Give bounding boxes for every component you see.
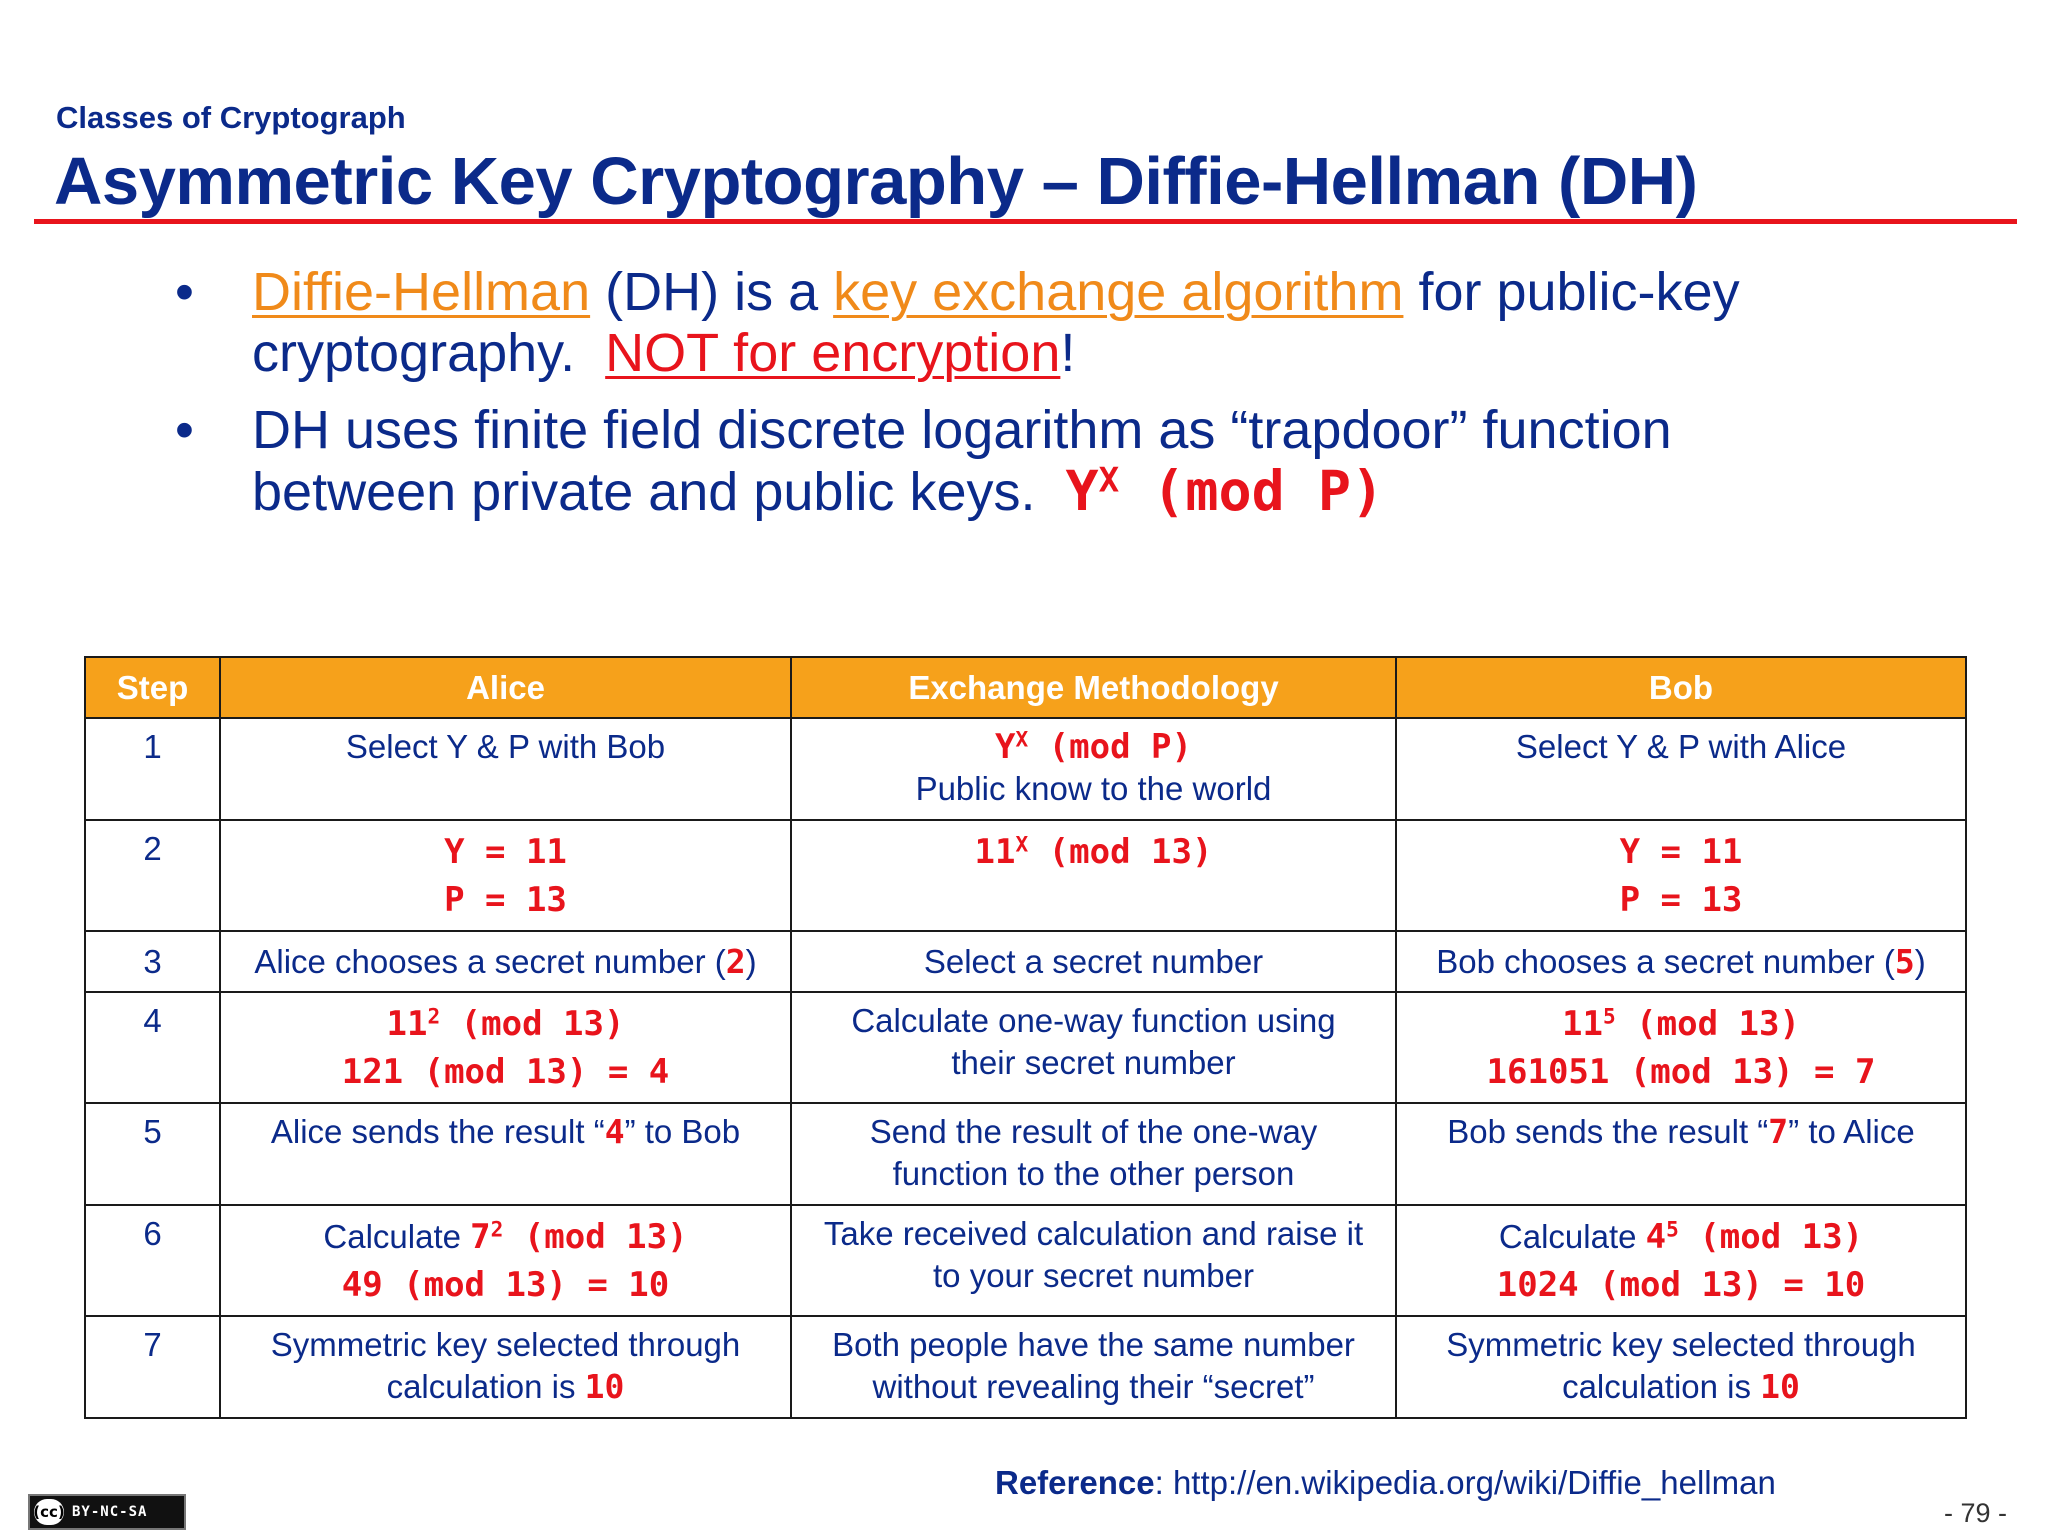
formula: $11^X$ (mod 13)	[974, 831, 1213, 872]
step-cell: 7	[85, 1316, 220, 1418]
creative-commons-icon: (cc)	[34, 1499, 64, 1525]
alice-cell: Select Y & P with Bob	[220, 718, 791, 820]
exchange-cell: Take received calculation and raise it to your secret number	[791, 1205, 1396, 1316]
alice-y-value: Y = 11	[444, 832, 567, 872]
bob-cell: Bob sends the result “7” to Alice	[1396, 1103, 1966, 1205]
step-cell: 2	[85, 820, 220, 931]
bullet-2	[252, 400, 1672, 523]
bullet-1-text-a: (DH) is a	[590, 262, 834, 322]
section-subtitle: Classes of Cryptograph	[56, 100, 406, 135]
bullet-2-formula: $Y^X$ (mod P)	[1065, 459, 1385, 523]
exchange-note: Public know to the world	[915, 770, 1272, 807]
exchange-cell: Select a secret number	[791, 931, 1396, 992]
not-for-encryption-emphasis: NOT for encryption	[605, 323, 1061, 383]
step-cell: 6	[85, 1205, 220, 1316]
license-text: BY-NC-SA	[72, 1504, 148, 1520]
bullet-1-text-c: cryptography.	[252, 323, 606, 383]
bob-cell: Select Y & P with Alice	[1396, 718, 1966, 820]
header-alice: Alice	[220, 657, 791, 718]
reference-label: Reference	[995, 1464, 1155, 1501]
reference-citation: Reference: http://en.wikipedia.org/wiki/Diffie_hellman	[995, 1464, 1776, 1501]
step-cell: 1	[85, 718, 220, 820]
formula: $11^2$ (mod 13)	[386, 1003, 625, 1044]
exchange-cell	[791, 820, 1396, 931]
alice-cell	[220, 992, 791, 1103]
alice-cell	[220, 820, 791, 931]
table-row	[85, 992, 1966, 1103]
header-exchange-methodology: Exchange Methodology	[791, 657, 1396, 718]
step-cell: 5	[85, 1103, 220, 1205]
bob-cell: Bob chooses a secret number (5)	[1396, 931, 1966, 992]
key-exchange-algorithm-link[interactable]: key exchange algorithm	[833, 262, 1404, 322]
dh-exchange-table	[84, 656, 1967, 1419]
exchange-cell: Send the result of the one-way function to the other person	[791, 1103, 1396, 1205]
bob-cell: Symmetric key selected through calculation is 10	[1396, 1316, 1966, 1418]
table-row	[85, 1205, 1966, 1316]
bob-cell	[1396, 992, 1966, 1103]
exchange-cell: Both people have the same number without revealing their “secret”	[791, 1316, 1396, 1418]
step-cell: 4	[85, 992, 220, 1103]
table-row	[85, 820, 1966, 931]
step-cell: 3	[85, 931, 220, 992]
alice-cell: Alice sends the result “4” to Bob	[220, 1103, 791, 1205]
exchange-cell: Calculate one-way function using their secret number	[791, 992, 1396, 1103]
bob-y-value: Y = 11	[1619, 832, 1743, 872]
slide-title: Asymmetric Key Cryptography – Diffie-Hellman (DH)	[54, 144, 1698, 219]
bob-cell	[1396, 820, 1966, 931]
alice-p-value: P = 13	[444, 880, 567, 920]
bob-cell: Calculate $4^5$ (mod 13) 1024 (mod 13) = 10	[1396, 1205, 1966, 1316]
bullet-2-line-1: DH uses finite field discrete logarithm as “trapdoor” function	[252, 400, 1672, 460]
bullet-1-text-d: !	[1060, 323, 1076, 383]
bullet-dot-2: •	[175, 400, 194, 460]
alice-cell: Symmetric key selected through calculation is 10	[220, 1316, 791, 1418]
table-row	[85, 931, 1966, 992]
cc-license-badge[interactable]	[28, 1494, 186, 1530]
table-row	[85, 718, 1966, 820]
bullet-2-line-2: between private and public keys.	[252, 462, 1066, 522]
title-underline-rule	[34, 219, 2017, 224]
bob-p-value: P = 13	[1619, 880, 1743, 920]
alice-cell: Alice chooses a secret number (2)	[220, 931, 791, 992]
formula: $Y^X$ (mod P)	[995, 726, 1192, 767]
result: 1024 (mod 13) = 10	[1496, 1265, 1866, 1305]
header-step: Step	[85, 657, 220, 718]
page-number: - 79 -	[1944, 1498, 2008, 1528]
result: 161051 (mod 13) = 7	[1486, 1052, 1876, 1092]
table-row	[85, 1316, 1966, 1418]
table-row	[85, 1103, 1966, 1205]
result: 49 (mod 13) = 10	[341, 1265, 670, 1305]
diffie-hellman-link[interactable]: Diffie-Hellman	[252, 262, 591, 322]
formula: $11^5$ (mod 13)	[1562, 1003, 1800, 1044]
header-bob: Bob	[1396, 657, 1966, 718]
reference-url-link[interactable]: http://en.wikipedia.org/wiki/Diffie_hellman	[1172, 1464, 1776, 1501]
table-header-row	[85, 657, 1966, 718]
bullet-dot-1: •	[175, 262, 194, 322]
bullet-1-text-b: for public-key	[1403, 262, 1740, 322]
alice-cell: Calculate $7^2$ (mod 13) 49 (mod 13) = 10	[220, 1205, 791, 1316]
exchange-cell	[791, 718, 1396, 820]
bullet-1	[252, 262, 1740, 384]
result: 121 (mod 13) = 4	[341, 1052, 670, 1092]
